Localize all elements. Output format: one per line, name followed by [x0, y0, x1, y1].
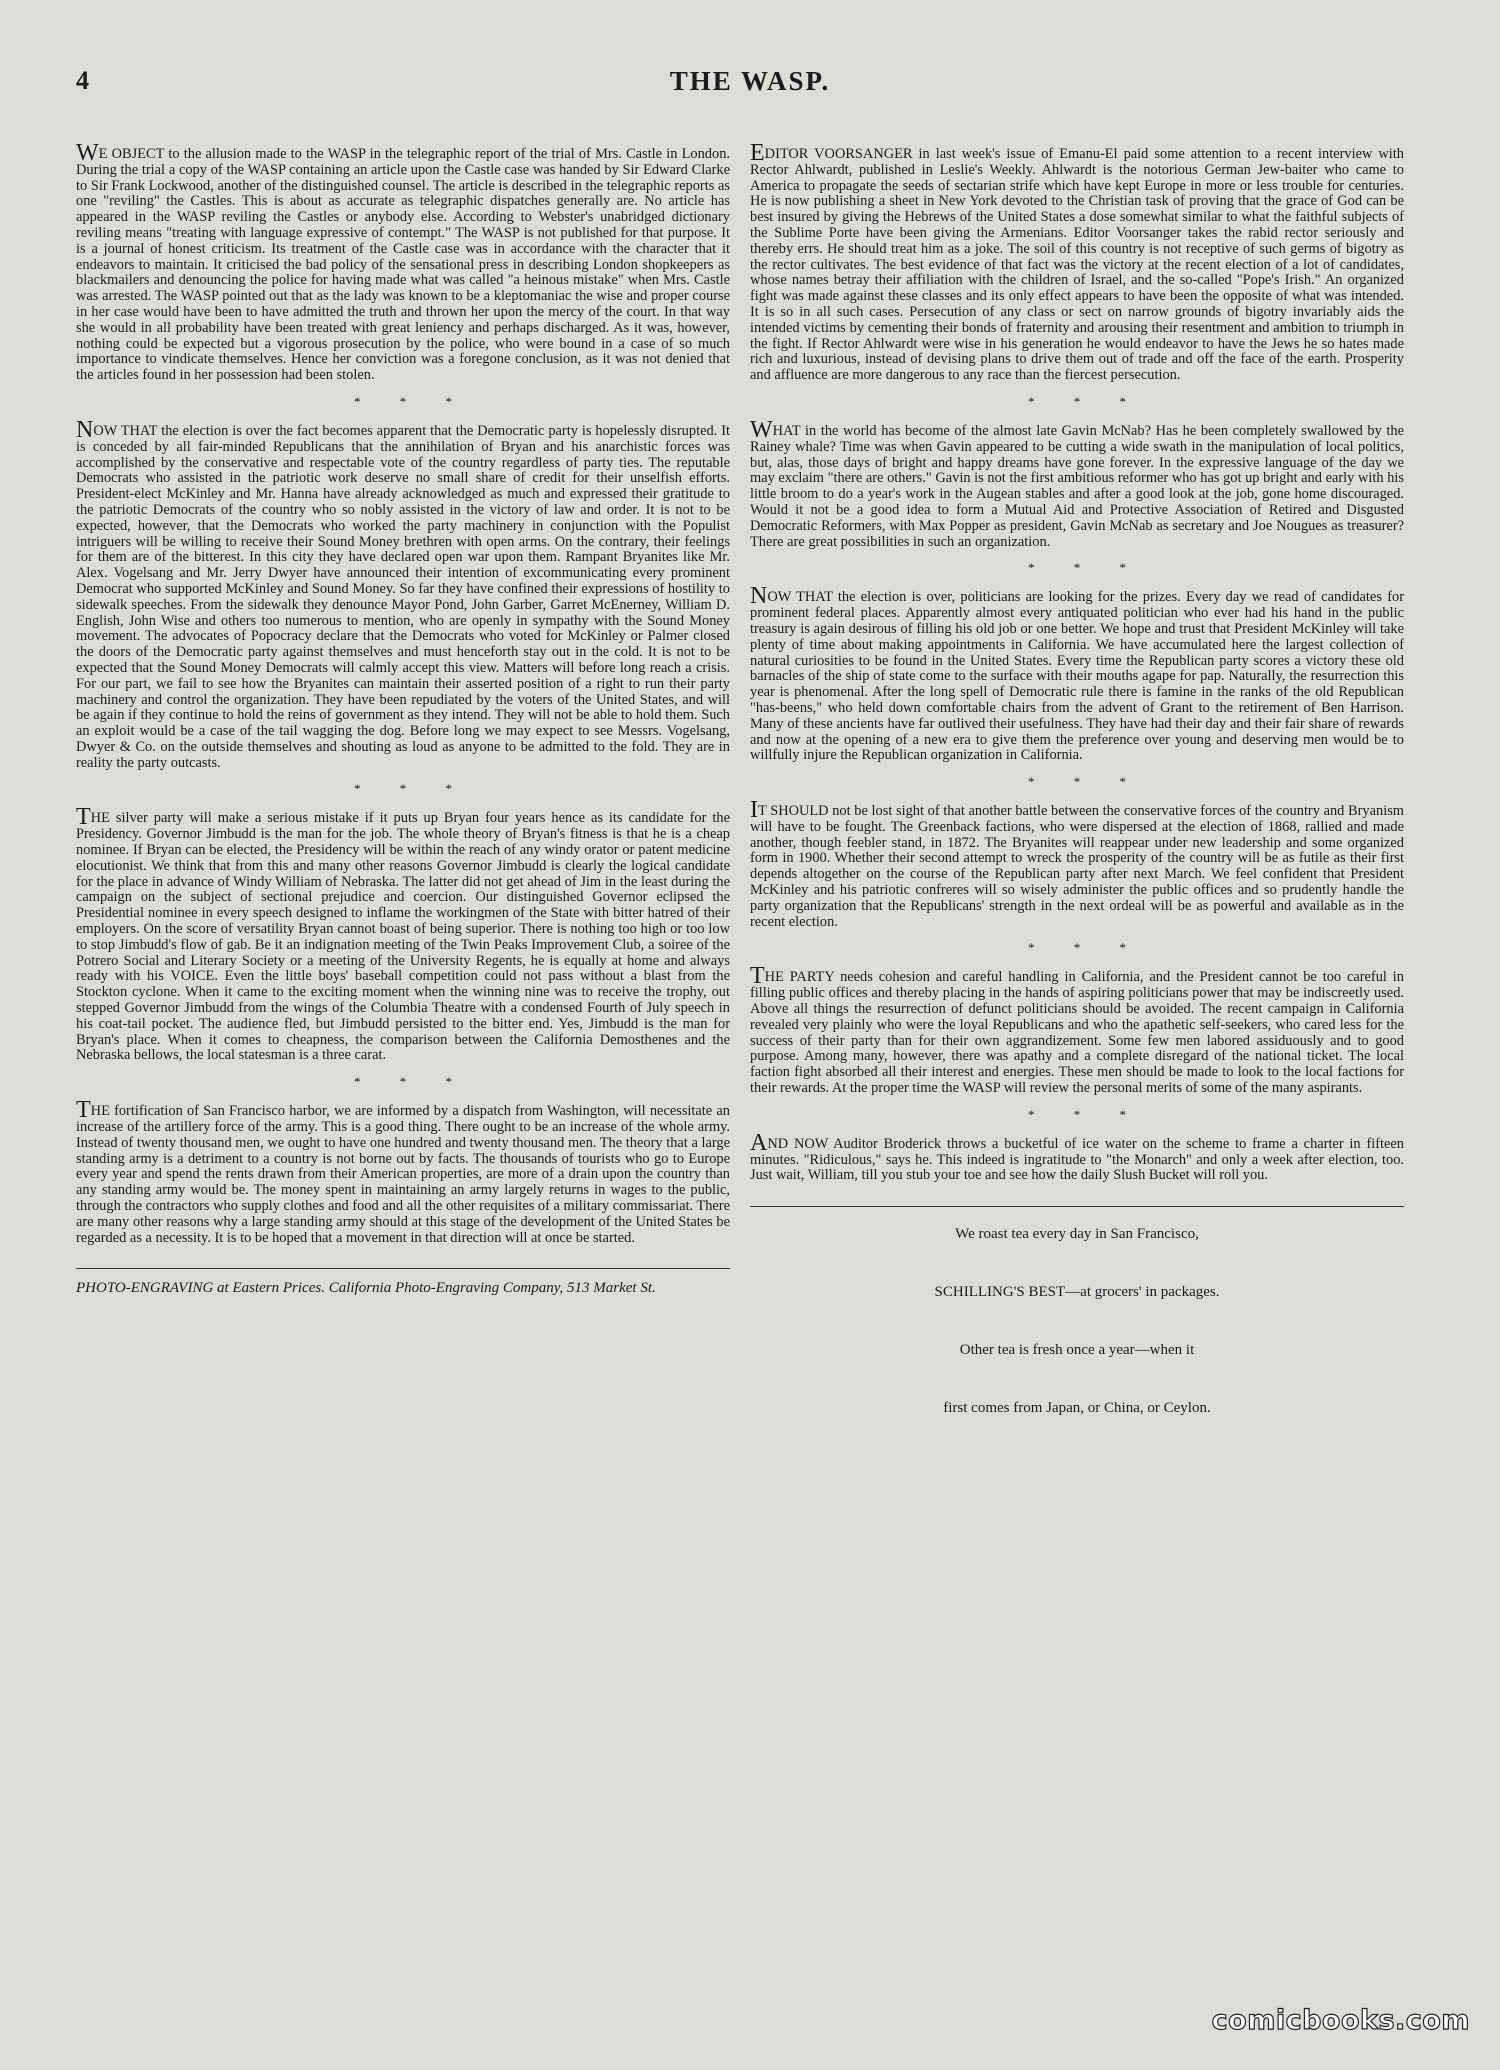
drop-letter: T: [76, 804, 91, 831]
section-separator: * * *: [354, 393, 470, 409]
drop-letter: W: [76, 140, 99, 166]
section-separator: * * *: [354, 781, 470, 797]
section-separator: * * *: [354, 1074, 470, 1090]
schillings-tea-advertisement: [750, 1225, 1404, 1417]
drop-letter: T: [76, 1097, 91, 1124]
left-column: [76, 140, 730, 1297]
page-number: 4: [76, 66, 89, 95]
drop-letter: T: [750, 963, 765, 990]
editorial-paragraph: [750, 416, 1404, 550]
ad-line: SCHILLING'S BEST—at grocers' in packages.: [934, 1284, 1220, 1301]
masthead-title: THE WASP.: [669, 66, 831, 96]
ad-line: Other tea is fresh once a year—when it: [959, 1342, 1195, 1359]
photo-engraving-advertisement: PHOTO-ENGRAVING at Eastern Prices. California Photo-Engraving Company, 513 Market St.: [76, 1280, 656, 1297]
paragraph-text: HAT in the world has become of the almost late Gavin McNab? Has he been completely swallowed by the Rainey whale? Time was when Gavin appeared to be cutting a wide swath in the manipulation of local politics, but, alas, those days of bright and happy dreams have gone forever. In the expressive language of the day we may exclaim "there are others." Gavin is not the first ambitious reformer who has got up bright and early with his little broom to do a year's work in the Augean stables and after a good look at the job, gone home discouraged. Would it not be a good idea to form a Mutual Aid and Protective Association of Retired and Disgusted Democratic Reformers, with Max Popper as president, Gavin McNab as secretary and Joe Nougues as treasurer? There are great possibilities in such an organization.: [750, 422, 1404, 550]
editorial-paragraph: [750, 963, 1404, 1097]
editorial-paragraph: [76, 416, 730, 772]
section-separator: * * *: [1028, 940, 1144, 956]
section-separator: * * *: [1028, 774, 1144, 790]
paragraph-text: DITOR VOORSANGER in last week's issue of Emanu-El paid some attention to a recent interview with Rector Ahlwardt, published in Leslie's Weekly. Ahlwardt is the notorious German Jew-baiter who came to America to propagate the seeds of sectarian strife which have kept Europe in more or less trouble for centuries. He is now publishing a sheet in New York devoted to the Christian task of proving that the grace of God can be best insured by giving the Hebrews of the United States a dose somewhat similar to what the faithful subjects of the Sublime Porte have been giving the Armenians. Editor Voorsanger takes the rabid rector seriously and thereby errs. He should treat him as a joke. The soil of this country is not receptive of such germs of bigotry as the rector cultivates. The best evidence of that fact was the victory at the recent election of a lot of candidates, whose names betray their affiliation with the children of Israel, and the so-called "Pope's Irish." An organized fight was made against these classes and its only effect appears to have been the opposite of what was intended. It is so in all such cases. Persecution of any class or sect on narrow grounds of bigotry invariably aids the intended victims by cementing their bonds of fraternity and arousing their resentment and ambition to triumph in the fight. If Rector Ahlwardt were wise in his generation he would endeavor to have the Jews he so hates made rich and luxurious, instead of devising plans to drive them out of trade and off the face of the earth. Prosperity and affluence are more dangerous to any race than the fiercest persecution.: [750, 146, 1404, 384]
editorial-paragraph: [76, 804, 730, 1064]
paragraph-text: E OBJECT to the allusion made to the WASP in the telegraphic report of the trial of Mrs. Castle in London. During the trial a copy of the WASP containing an article upon the Castle case was handed by Sir Edward Clarke to Sir Frank Lockwood, another of the distinguished counsel. The article is described in the telegraphic reports as one "reviling" the Castles. This is about as accurate as telegraphic dispatches generally are. No article has appeared in the WASP reviling the Castles or anybody else. According to Webster's unabridged dictionary reviling means "treating with language expressive of contempt." The WASP is not published for that purpose. It is a journal of honest criticism. Its treatment of the Castle case was in accordance with the character that it endeavors to maintain. It criticised the bad policy of the sensational press in describing London shopkeepers as blackmailers and denouncing the police for having made what was called "a heinous mistake" when Mrs. Castle was arrested. The WASP pointed out that as the lady was known to be a kleptomaniac the wise and proper course in her case would have been to have admitted the truth and thrown her upon the mercy of the court. In that way she would in all probability have been treated with great leniency and perhaps discharged. As it was, however, nothing could be expected but a vigorous prosecution by the police, who were bound in a case of so much importance to vindicate themselves. Hence her conviction was a foregone conclusion, as it was not denied that the articles found in her possession had been stolen.: [76, 146, 730, 384]
paragraph-text: HE fortification of San Francisco harbor, we are informed by a dispatch from Washington, will necessitate an increase of the artillery force of the army. This is a good thing. There ought to be an increase of the whole army. Instead of twenty thousand men, we ought to have one hundred and twenty thousand men. The theory that a large standing army is a detriment to a country is not borne out by facts. The thousands of tourists who go to Europe every year and spend the rents drawn from their American properties, are more of a drain upon the country than any standing army would be. The money spent in maintaining an army largely returns in wages to the public, through the contractors who supply clothes and food and all the other requisites of a military commissariat. There are many other reasons why a large standing army should at this stage of the development of the United States be regarded as a necessity. It is to be hoped that a movement in that direction will at once be started.: [76, 1103, 730, 1246]
column-rule: [750, 1206, 1404, 1207]
section-separator: * * *: [1028, 393, 1144, 409]
drop-letter: A: [750, 1129, 768, 1156]
editorial-paragraph: [750, 1129, 1404, 1184]
ad-line: We roast tea every day in San Francisco,: [955, 1226, 1199, 1243]
paragraph-text: OW THAT the election is over the fact becomes apparent that the Democratic party is hopelessly disrupted. It is conceded by all fair-minded Republicans that the annihilation of Bryan and his anarchistic forces was accomplished by the conservative and respectable vote of the country regardless of party ties. The reputable Democrats who assisted in the patriotic work deserve no small share of credit for their unselfish efforts. President-elect McKinley and Mr. Hanna have already acknowledged as much and expressed their gratitude to the patriotic Democrats of the country who so nobly assisted in the victory of law and order. It is not to be expected, however, that the Democrats who worked the party machinery in conjunction with the Populist intriguers will be willing to receive their Sound Money brethren with open arms. On the contrary, their feelings for them are of the bitterest. In this city they have declared open war upon them. Rampant Bryanites like Mr. Alex. Vogelsang and Mr. Jerry Dwyer have announced their intention of excommunicating every prominent Democrat who supported McKinley and Sound Money. So far they have confined their expressions of hostility to sidewalk speeches. From the sidewalk they denounce Mayor Pond, John Garber, Garret McEnerney, William D. English, John Wise and others too numerous to mention, who are openly in sympathy with the Sound Money movement. The advocates of Popocracy declare that the Democrats who voted for McKinley or Palmer closed the doors of the Democratic party against themselves and must henceforth stay out in the cold. It is not to be expected that the Sound Money Democrats will calmly accept this view. Matters will before long reach a crisis. For our part, we fail to see how the Bryanites can maintain their asserted position of a right to run their party machinery and control the organization. They have been repudiated by the voters of the United States, and will be again if they continue to hold the reins of government as they intend. They will not be able to hold them. Such an exploit would be a case of the tail wagging the dog. Before long we may expect to see Messrs. Vogelsang, Dwyer & Co. on the outside themselves and shouting as loud as anyone to be admitted to the fold. They are in reality the party outcasts.: [76, 422, 730, 771]
watermark: comicbooks.com: [1211, 2005, 1470, 2036]
drop-letter: N: [750, 583, 768, 610]
editorial-paragraph: [76, 1097, 730, 1246]
drop-letter: N: [76, 416, 94, 443]
drop-letter: W: [750, 416, 773, 443]
paragraph-text: OW THAT the election is over, politicians are looking for the prizes. Every day we read of candidates for prominent federal places. Apparently almost every antiquated politician who ever had his hand in the public treasury is again desirous of filling his old job or one better. We hope and trust that President McKinley will take plenty of time about making appointments in California. We have accumulated here the largest collection of natural curiosities to be found in the United States. Every time the Republican party scores a victory these old barnacles of the ship of state come to the surface with their mouths agape for pap. Naturally, the resurrection this year is phenomenal. After the long spell of Democratic rule there is famine in the ranks of the old Republican "has-beens," who held down comfortable chairs from the advent of Grant to the retirement of Ben Harrison. Many of these ancients have far outlived their usefulness. They have had their day and their fair share of rewards and now at the opening of a new era to give them the preference over young and deserving men would be to willfully injure the Republican organization in California.: [750, 589, 1404, 764]
paragraph-text: T SHOULD not be lost sight of that another battle between the conservative forces of the country and Bryanism will have to be fought. The Greenback factions, who were dispersed at the election of 1868, rallied and made another, though feebler stand, in 1872. The Bryanites will reappear under new leadership and some organized form in 1900. Whether their second attempt to wreck the prosperity of the country will be as futile as their first depends altogether on the course of the Republican party after next March. We feel confident that President McKinley and his patriotic confreres will so wisely administer the public offices and so prudently handle the party organization that the Republicans' strength in the next ordeal will be as powerful and available as in the recent election.: [750, 803, 1404, 930]
ad-line: first comes from Japan, or China, or Ceylon.: [943, 1400, 1211, 1417]
paragraph-text: HE silver party will make a serious mistake if it puts up Bryan four years hence as its candidate for the Presidency. Governor Jimbudd is the man for the job. The whole theory of Bryan's fitness is that he is a cheap nominee. If Bryan can be elected, the Presidency will be within the reach of any windy orator or patent medicine elocutionist. We think that from this and many other reasons Governor Jimbudd is clearly the logical candidate for the place in advance of Windy William of Nebraska. The latter did not get ahead of Jim in the least during the campaign on the subject of sectional prejudice and coercion. Our distinguished Governor eclipsed the Presidential nominee in every speech designed to inflame the workingmen of the State with bitter hatred of their employers. On the score of versatility Bryan cannot boast of being superior. There is nothing too high or too low to stop Jimbudd's flow of gab. Be it an indignation meeting of the Twin Peaks Improvement Club, a soiree of the Potrero Social and Literary Society or a meeting of the University Regents, he is equally at home and always ready with his VOICE. Even the little boys' baseball competition could not pass without a blast from the Stockton cyclone. When it came to the exciting moment when the winning nine was to receive the trophy, out stepped Governor Jimbudd from the wings of the Columbia Theatre with a condensed Fourth of July speech in his coat-tail pocket. The audience fled, but Jimbudd persisted to the bitter end. Yes, Jimbudd is the man for Bryan's place. When it comes to cheapness, the comparison between the California Demosthenes and the Nebraska bellows, the local statesman is a three carat.: [76, 810, 730, 1064]
right-column: [750, 140, 1404, 1417]
section-separator: * * *: [1028, 1106, 1144, 1122]
paragraph-text: HE PARTY needs cohesion and careful handling in California, and the President cannot be too careful in filling public offices and thereby placing in the hands of aspiring politicians power that may be indiscreetly used. Above all things the resurrection of defunct politicians should be avoided. The recent campaign in California revealed very plainly who were the loyal Republicans and who the apathetic self-seekers, who cared less for the success of their party than for their own aggrandizement. Some few men labored assiduously and to good purpose. Among many, however, there was apathy and a complete disregard of the national ticket. The local faction fight absorbed all their interest and energies. These men should be made to look to the local factions for their rewards. At the proper time the WASP will review the personal merits of some of the many aspirants.: [750, 969, 1404, 1097]
drop-letter: I: [750, 797, 758, 824]
column-rule: [76, 1268, 730, 1269]
paragraph-text: ND NOW Auditor Broderick throws a bucketful of ice water on the scheme to frame a charter in fifteen minutes. "Ridiculous," says he. This indeed is ingratitude to "the Monarch" and only a week after election, too. Just wait, William, till you stub your toe and see how the daily Slush Bucket will roll you.: [750, 1135, 1404, 1184]
editorial-paragraph: [750, 797, 1404, 930]
editorial-paragraph: [750, 583, 1404, 764]
editorial-paragraph: [750, 140, 1404, 384]
section-separator: * * *: [1028, 560, 1144, 576]
editorial-paragraph: [76, 140, 730, 384]
drop-letter: E: [750, 140, 765, 166]
